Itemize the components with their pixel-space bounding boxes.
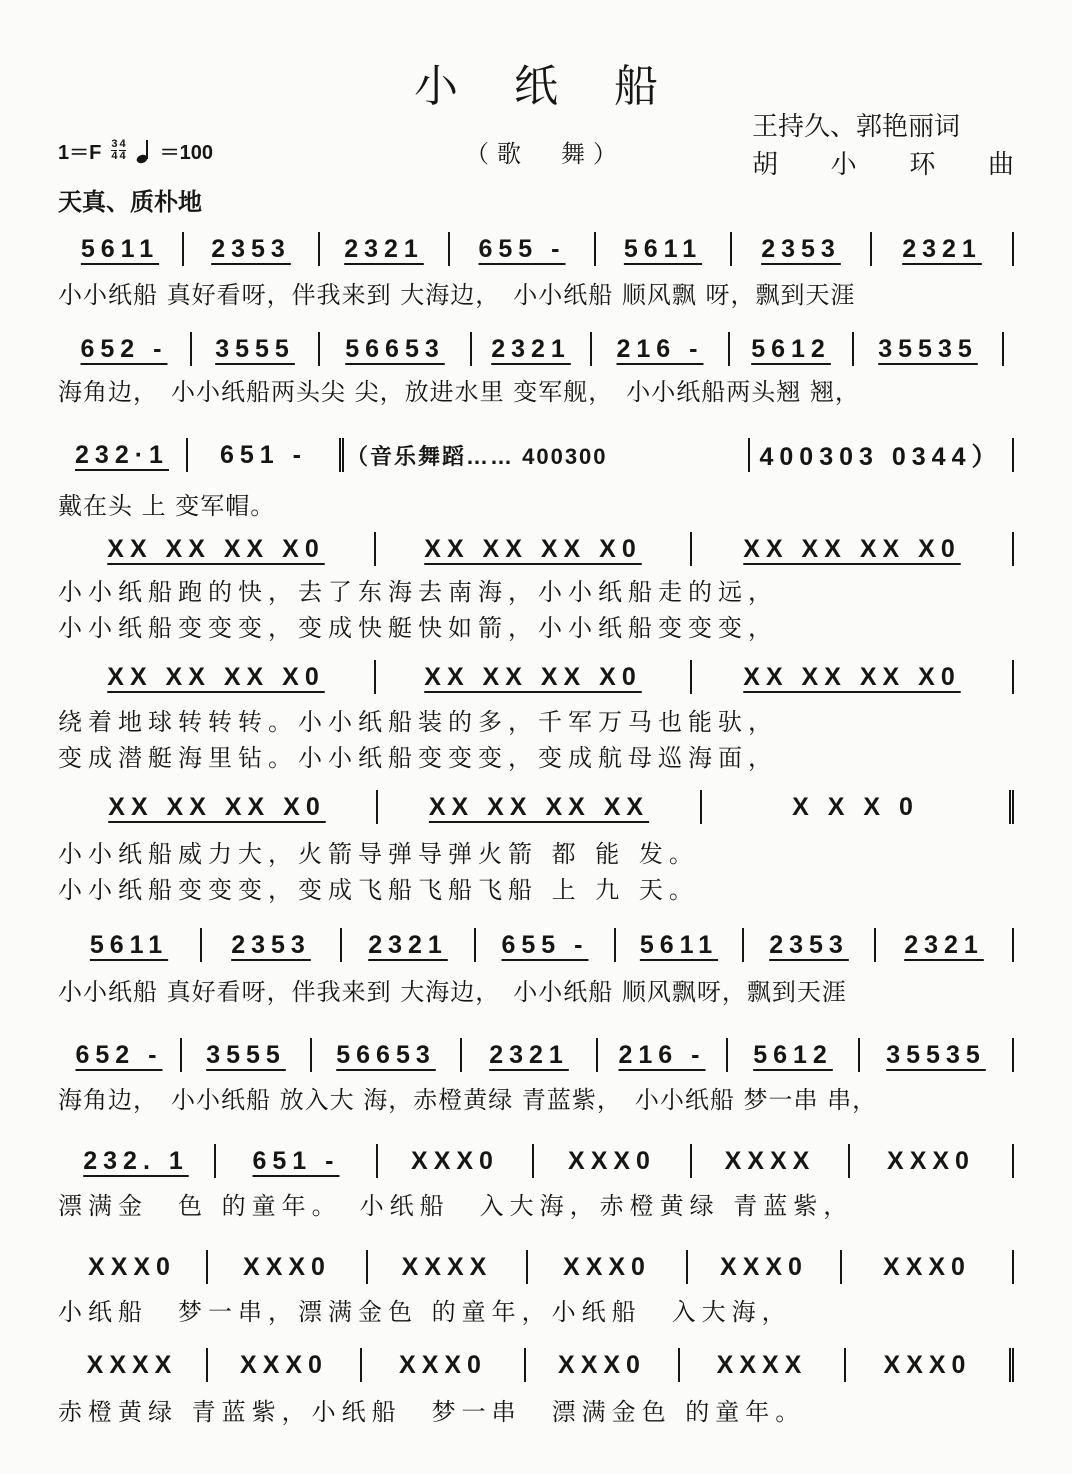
time-signature-4-4: $\frac{4}{4}$ bbox=[119, 138, 126, 162]
measure: XX XX XX X0 bbox=[58, 532, 376, 566]
time-signature-3-4: $\frac{3}{4}$ bbox=[111, 138, 118, 162]
measure: 35535 bbox=[854, 332, 1004, 366]
measure: 2321 bbox=[876, 928, 1014, 962]
measure: XXX0 bbox=[528, 1250, 688, 1284]
measure: XXX0 bbox=[688, 1250, 842, 1284]
measure: 3555 bbox=[192, 332, 320, 366]
key-signature: 1＝F bbox=[58, 142, 102, 164]
measure: 5611 bbox=[596, 232, 732, 266]
measure: XX XX XX X0 bbox=[58, 790, 378, 824]
measure: 2353 bbox=[732, 232, 872, 266]
measure: 5611 bbox=[58, 232, 184, 266]
tempo-value: ＝100 bbox=[159, 142, 213, 164]
measure: XXX0 bbox=[208, 1250, 368, 1284]
lyric-line: 戴在头 上 变军帽。 bbox=[58, 492, 276, 520]
lyricist-credit: 王持久、郭艳丽词 bbox=[752, 112, 961, 142]
measure: 2321 bbox=[472, 332, 592, 366]
key-signature-line bbox=[58, 136, 213, 165]
measure: 2321 bbox=[872, 232, 1014, 266]
lyric-line: 赤橙黄绿 青蓝紫，小纸船 梦一串 漂满金色 的童年。 bbox=[58, 1398, 806, 1426]
notation-line bbox=[58, 928, 1014, 962]
lyric-line: 小小纸船变变变，变成飞船飞船飞船 上 九 天。 bbox=[58, 876, 699, 904]
notation-line bbox=[58, 1348, 1014, 1382]
measure: 5612 bbox=[730, 332, 854, 366]
measure: 651 - bbox=[216, 1144, 378, 1178]
measure: 3555 bbox=[182, 1038, 312, 1072]
time-signature bbox=[111, 139, 125, 162]
measure-repeat-end: X X X 0 bbox=[702, 790, 1014, 824]
measure: 652 - bbox=[58, 1038, 182, 1072]
measure: XX XX XX X0 bbox=[376, 532, 692, 566]
measure: XXX0 bbox=[850, 1144, 1014, 1178]
measure: 400303 0344） bbox=[750, 438, 1014, 472]
measure: 35535 bbox=[860, 1038, 1014, 1072]
measure: XXXX bbox=[368, 1250, 528, 1284]
measure: XXX0 bbox=[58, 1250, 208, 1284]
credits bbox=[752, 108, 1014, 184]
measure: 5612 bbox=[728, 1038, 860, 1072]
measure: 56653 bbox=[312, 1038, 462, 1072]
lyric-line: 漂满金 色 的童年。 小纸船 入大海，赤橙黄绿 青蓝紫， bbox=[58, 1192, 854, 1220]
expression-mark: 天真、质朴地 bbox=[58, 188, 202, 216]
measure: 2321 bbox=[462, 1038, 598, 1072]
notation-line bbox=[58, 1038, 1014, 1072]
measure: XX XX XX X0 bbox=[58, 660, 376, 694]
lyric-line: 变成潜艇海里钻。小小纸船变变变，变成航母巡海面， bbox=[58, 744, 778, 772]
lyric-line: 绕着地球转转转。小小纸船装的多，千军万马也能驮， bbox=[58, 708, 778, 736]
song-title: 小纸船 bbox=[414, 61, 714, 112]
measure: 216 - bbox=[592, 332, 730, 366]
measure: XXX0 bbox=[842, 1250, 1014, 1284]
notation-line bbox=[58, 1144, 1014, 1178]
lyric-line: 小小纸船 真好看呀，伴我来到 大海边， 小小纸船 顺风飘呀，飘到天涯 bbox=[58, 978, 847, 1006]
measure: 216 - bbox=[598, 1038, 728, 1072]
measure: 655 - bbox=[476, 928, 616, 962]
lyric-line: 海角边， 小小纸船 放入大 海，赤橙黄绿 青蓝紫， 小小纸船 梦一串 串， bbox=[58, 1086, 878, 1114]
measure: 2353 bbox=[184, 232, 320, 266]
lyric-line: 小纸船 梦一串，漂满金色 的童年，小纸船 入大海， bbox=[58, 1298, 792, 1326]
composer-credit: 胡 小 环 曲 bbox=[752, 150, 1014, 180]
measure: 232·1 bbox=[58, 438, 188, 472]
lyric-line: 小小纸船 真好看呀，伴我来到 大海边， 小小纸船 顺风飘 呀，飘到天涯 bbox=[58, 281, 856, 309]
measure: 2353 bbox=[202, 928, 342, 962]
genre-label: （歌 舞） bbox=[465, 140, 625, 168]
measure: XXX0 bbox=[208, 1348, 362, 1382]
measure: 5611 bbox=[58, 928, 202, 962]
measure: XX XX XX X0 bbox=[692, 532, 1014, 566]
notation-line bbox=[58, 438, 1014, 472]
measure: 2353 bbox=[744, 928, 876, 962]
lyric-line: 小小纸船跑的快，去了东海去南海，小小纸船走的远， bbox=[58, 578, 778, 606]
measure: 2321 bbox=[320, 232, 450, 266]
measure: XXXX bbox=[680, 1348, 846, 1382]
notation-line bbox=[58, 232, 1014, 266]
notation-line bbox=[58, 660, 1014, 694]
notation-line bbox=[58, 332, 1014, 366]
lyric-line: 小小纸船威力大，火箭导弹导弹火箭 都 能 发。 bbox=[58, 840, 699, 868]
lyric-line: 海角边， 小小纸船两头尖 尖，放进水里 变军舰， 小小纸船两头翘 翘， bbox=[58, 378, 860, 406]
measure: 655 - bbox=[450, 232, 596, 266]
measure: 2321 bbox=[342, 928, 476, 962]
measure: XXXX bbox=[58, 1348, 208, 1382]
measure: 56653 bbox=[320, 332, 472, 366]
interlude-measure: （音乐舞蹈…… 400300 bbox=[344, 438, 750, 472]
notation-line bbox=[58, 790, 1014, 824]
measure: 232. 1 bbox=[58, 1144, 216, 1178]
measure: XX XX XX X0 bbox=[692, 660, 1014, 694]
measure: XXX0 bbox=[378, 1144, 534, 1178]
measure: XX XX XX XX bbox=[378, 790, 702, 824]
measure: XXX0 bbox=[362, 1348, 526, 1382]
notation-line bbox=[58, 532, 1014, 566]
measure: XXX0 bbox=[534, 1144, 692, 1178]
lyric-line: 小小纸船变变变，变成快艇快如箭，小小纸船变变变， bbox=[58, 614, 778, 642]
measure-final: XXX0 bbox=[846, 1348, 1014, 1382]
measure: XX XX XX X0 bbox=[376, 660, 692, 694]
measure: 5611 bbox=[616, 928, 744, 962]
measure-repeat-start: 651 - bbox=[188, 438, 344, 472]
notation-line bbox=[58, 1250, 1014, 1284]
measure: XXX0 bbox=[526, 1348, 680, 1382]
measure: XXXX bbox=[692, 1144, 850, 1178]
quarter-note-icon bbox=[136, 138, 150, 164]
measure: 652 - bbox=[58, 332, 192, 366]
